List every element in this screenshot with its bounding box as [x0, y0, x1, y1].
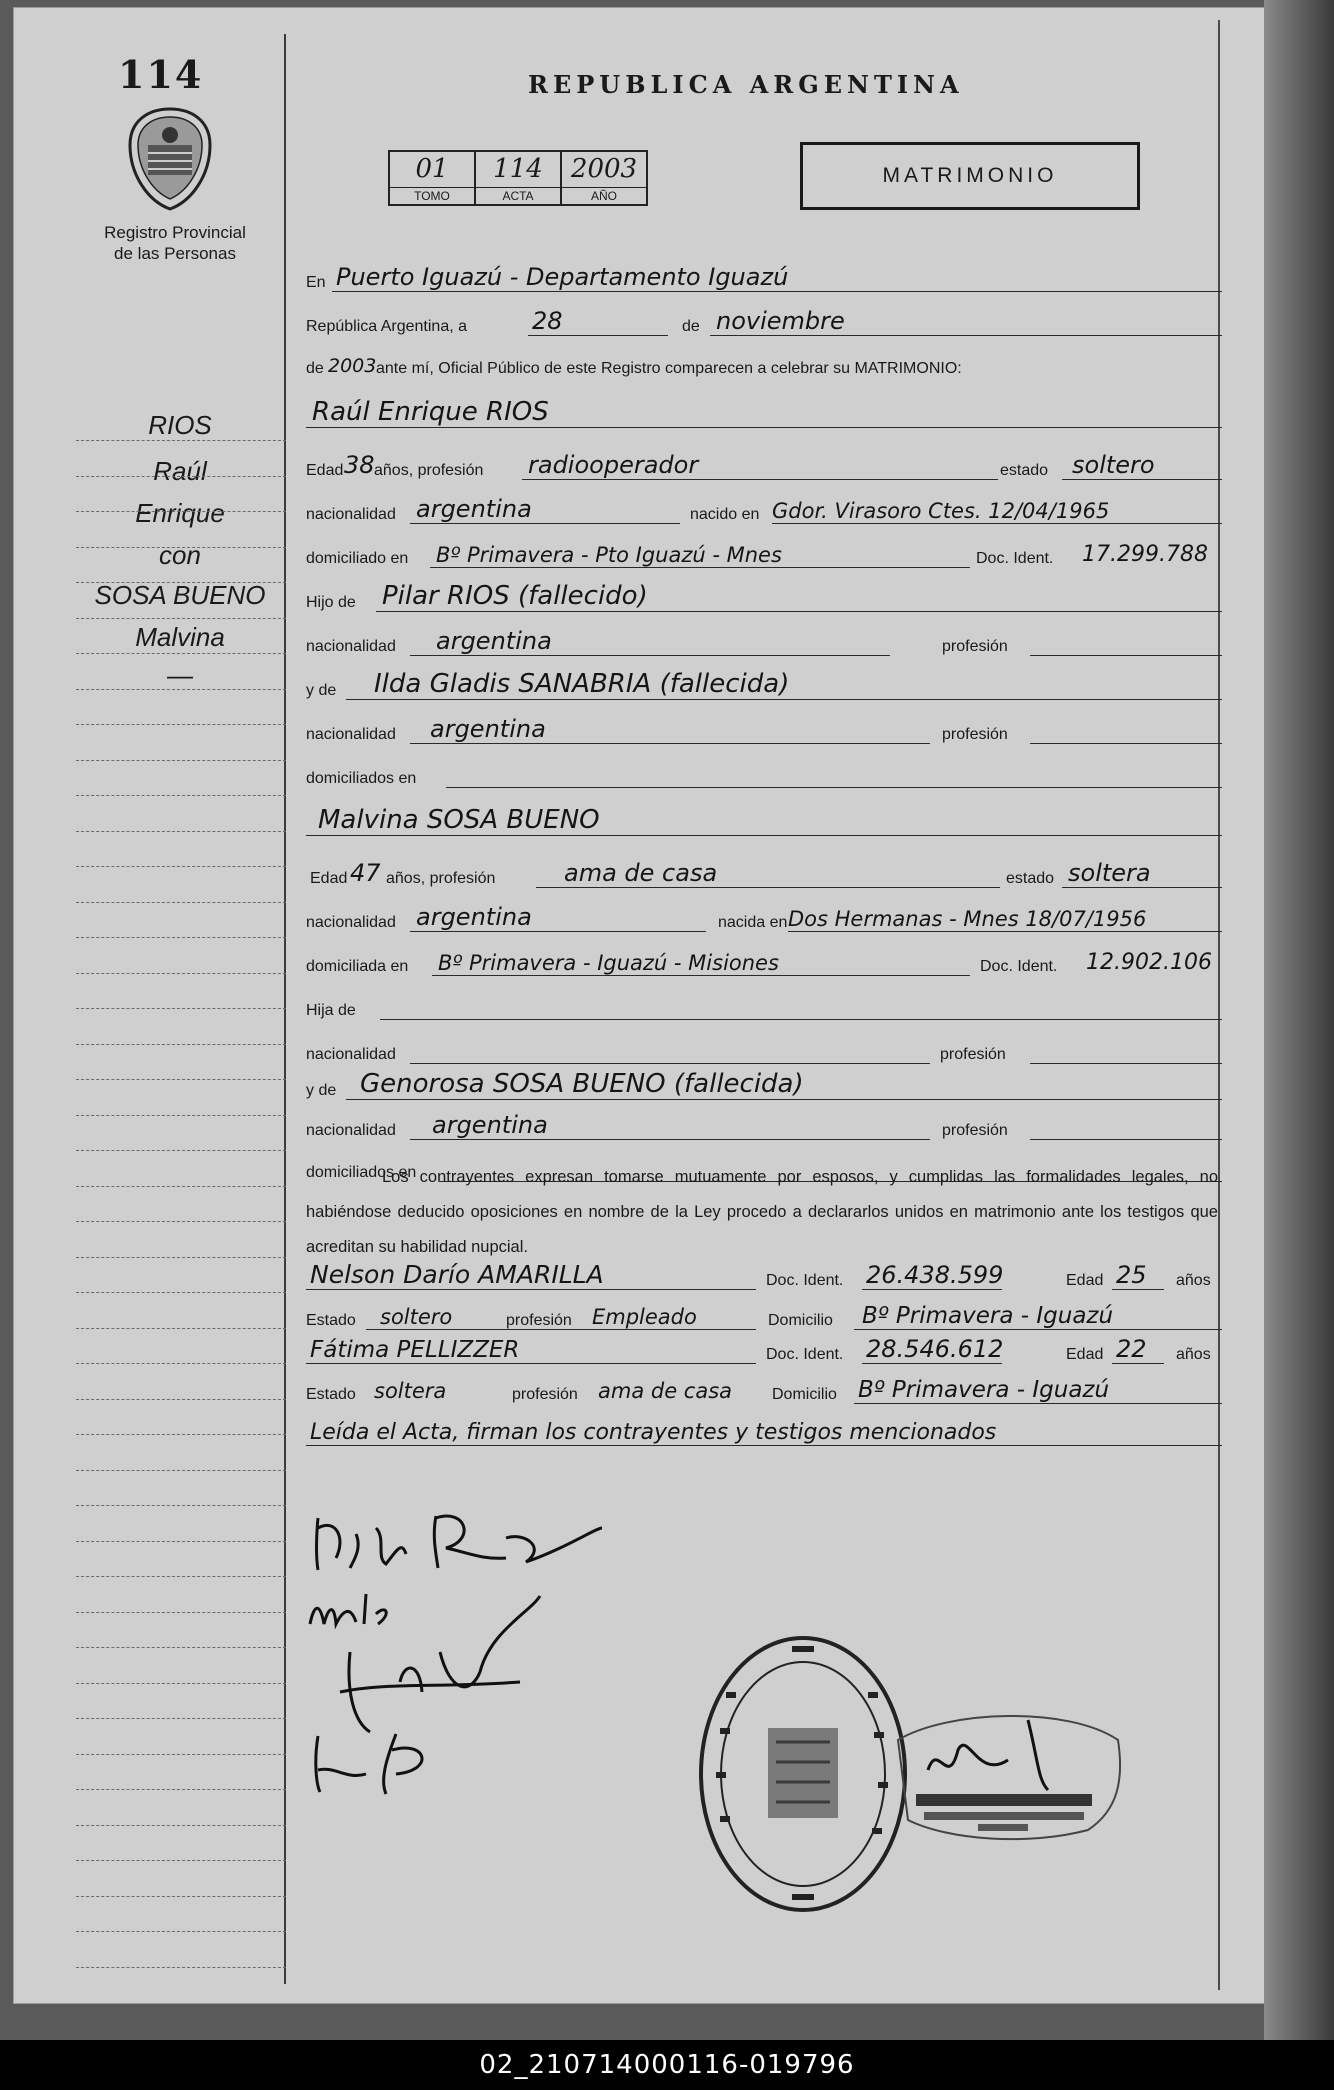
margin-ruled-line — [76, 1257, 286, 1258]
place-row — [306, 262, 1222, 296]
margin-ruled-line — [76, 1150, 286, 1151]
groom-father-nac-line — [410, 655, 890, 656]
groom-nationality: argentina — [416, 495, 532, 523]
witness2-doc: 28.546.612 — [866, 1335, 1004, 1363]
groom-father-prof-line — [1030, 655, 1222, 656]
witness1-estado-label: Estado — [306, 1312, 356, 1329]
margin-ruled-line — [76, 440, 286, 441]
bride-father-prof-line — [1030, 1063, 1222, 1064]
year-value: 2003 — [328, 355, 377, 377]
groom-anos-label: años, profesión — [374, 462, 484, 479]
groom-mother-row — [306, 670, 1222, 704]
bride-estado-label: estado — [1006, 870, 1055, 887]
day-value: 28 — [532, 307, 563, 335]
bride-mother-nac-row — [306, 1110, 1222, 1144]
margin-ruled-line — [76, 1434, 286, 1435]
place-line — [332, 291, 1222, 292]
bride-father-prof-label: profesión — [940, 1046, 1006, 1063]
witness1-anos-label: años — [1176, 1272, 1211, 1289]
de-label: de — [682, 318, 700, 335]
witness2-doc-label: Doc. Ident. — [766, 1346, 844, 1363]
ano-cell — [562, 152, 646, 204]
witness1-edad-label: Edad — [1066, 1272, 1104, 1289]
groom-doc-label: Doc. Ident. — [976, 550, 1054, 567]
bride-anos-label: años, profesión — [386, 870, 496, 887]
margin-ruled-line — [76, 1115, 286, 1116]
margin-ruled-line — [76, 1647, 286, 1648]
bride-mother-row — [306, 1070, 1222, 1104]
bride-domicile: Bº Primavera - Iguazú - Misiones — [438, 951, 779, 975]
witness1-age: 25 — [1116, 1261, 1147, 1289]
margin-ruled-line — [76, 1470, 286, 1471]
book-spine-shadow — [1264, 0, 1334, 2040]
witness1-dom-line — [854, 1329, 1222, 1330]
day-line — [528, 335, 668, 336]
margin-ruled-line — [76, 1328, 286, 1329]
book-reference-table — [388, 150, 648, 206]
groom-profession: radiooperador — [528, 451, 699, 479]
groom-hijo-label: Hijo de — [306, 594, 356, 611]
margin-ruled-line — [76, 1008, 286, 1009]
groom-dom-line — [430, 567, 970, 568]
groom-father-line — [376, 611, 1222, 612]
bride-birth: Dos Hermanas - Mnes 18/07/1956 — [788, 907, 1147, 931]
bride-profession: ama de casa — [564, 859, 718, 887]
groom-birth-line — [772, 523, 1222, 524]
witness1-name: Nelson Darío AMARILLA — [310, 1260, 604, 1289]
margin-ruled-line — [76, 1718, 286, 1719]
en-label: En — [306, 274, 326, 291]
official-seal-stamp — [696, 1632, 910, 1916]
groom-name: Raúl Enrique RIOS — [312, 397, 549, 427]
margin-ruled-line — [76, 902, 286, 903]
margin-ruled-line — [76, 973, 286, 974]
groom-mother-line — [346, 699, 1222, 700]
witness2-dom-label: Domicilio — [772, 1386, 837, 1403]
folio-number: 114 — [118, 52, 204, 97]
witness1-prof-label: profesión — [506, 1312, 572, 1329]
margin-ruled-line — [76, 1789, 286, 1790]
bride-nac-line — [410, 931, 706, 932]
bride-status: soltera — [1068, 859, 1151, 887]
groom-estado-label: estado — [1000, 462, 1049, 479]
witness2-doc-line — [862, 1363, 1002, 1364]
date-row — [306, 306, 1222, 340]
bride-nationality: argentina — [416, 903, 532, 931]
margin-note-line-7: — — [167, 660, 193, 690]
margin-ruled-line — [76, 547, 286, 548]
closing-text: Leída el Acta, firman los contrayentes y testigos mencionados — [310, 1420, 997, 1445]
year-prefix: de — [306, 360, 324, 377]
witness1-doc-line — [862, 1289, 1002, 1290]
bride-age: 47 — [350, 859, 381, 887]
acta-label: ACTA — [476, 187, 560, 204]
year-row — [306, 348, 1222, 382]
registry-line-1: Registro Provincial — [104, 223, 246, 242]
bride-profession-line — [536, 887, 1000, 888]
witness1-profession: Empleado — [592, 1305, 697, 1329]
witness2-status: soltera — [374, 1379, 447, 1403]
groom-mother-nac-label: nacionalidad — [306, 726, 396, 743]
witness1-domicile: Bº Primavera - Iguazú — [862, 1303, 1114, 1329]
witness2-name: Fátima PELLIZZER — [310, 1337, 520, 1363]
groom-domiciliados-label: domiciliados en — [306, 770, 417, 787]
witness2-age-line — [1112, 1363, 1164, 1364]
margin-ruled-line — [76, 511, 286, 512]
groom-mother-prof-line — [1030, 743, 1222, 744]
acta-cell — [476, 152, 562, 204]
margin-ruled-line — [76, 1612, 286, 1613]
margin-ruled-line — [76, 1896, 286, 1897]
margin-ruled-line — [76, 831, 286, 832]
margin-ruled-line — [76, 760, 286, 761]
registry-line-2: de las Personas — [114, 244, 236, 263]
witness1-doc: 26.438.599 — [866, 1261, 1004, 1289]
province-seal-icon — [122, 105, 218, 213]
bride-father-nac-row — [306, 1034, 1222, 1068]
bride-yde-label: y de — [306, 1082, 337, 1099]
margin-ruled-line — [76, 1292, 286, 1293]
groom-status: soltero — [1072, 451, 1155, 479]
month-value: noviembre — [716, 307, 845, 335]
margin-ruled-line — [76, 1931, 286, 1932]
witness1-info-line — [366, 1329, 756, 1330]
margin-ruled-line — [76, 1505, 286, 1506]
groom-father-prof-label: profesión — [942, 638, 1008, 655]
margin-ruled-line — [76, 866, 286, 867]
closing-row — [306, 1416, 1222, 1450]
groom-signature — [306, 1488, 606, 1578]
month-line — [710, 335, 1222, 336]
margin-rule — [284, 34, 286, 1984]
margin-ruled-line — [76, 1967, 286, 1968]
margin-ruled-line — [76, 1044, 286, 1045]
groom-yde-label: y de — [306, 682, 337, 699]
bride-father-row — [306, 990, 1222, 1024]
margin-ruled-line — [76, 653, 286, 654]
groom-father-row — [306, 582, 1222, 616]
bride-mother-nac-line — [410, 1139, 930, 1140]
bride-nac-label: nacionalidad — [306, 914, 396, 931]
witness1-info-row — [306, 1300, 1222, 1334]
country-title: REPUBLICA ARGENTINA — [528, 70, 964, 99]
groom-domicile: Bº Primavera - Pto Iguazú - Mnes — [436, 543, 782, 567]
margin-ruled-line — [76, 476, 286, 477]
groom-father-nac-label: nacionalidad — [306, 638, 396, 655]
margin-ruled-line — [76, 1825, 286, 1826]
tomo-cell — [390, 152, 476, 204]
margin-ruled-line — [76, 689, 286, 690]
bride-mother-prof-line — [1030, 1139, 1222, 1140]
margin-ruled-line — [76, 795, 286, 796]
registry-label — [70, 222, 280, 264]
groom-domiciliados-row — [306, 758, 1222, 792]
witness2-anos-label: años — [1176, 1346, 1211, 1363]
margin-ruled-line — [76, 1860, 286, 1861]
margin-ruled-line — [76, 1079, 286, 1080]
groom-mother-nationality: argentina — [430, 715, 546, 743]
groom-nac-label: nacionalidad — [306, 506, 396, 523]
groom-nac-line — [410, 523, 680, 524]
witness2-profession: ama de casa — [598, 1379, 733, 1403]
margin-ruled-line — [76, 1399, 286, 1400]
groom-age-row — [306, 450, 1222, 484]
groom-father-nac-row — [306, 626, 1222, 660]
margin-ruled-line — [76, 1186, 286, 1187]
groom-age: 38 — [344, 451, 375, 479]
groom-name-row — [306, 398, 1222, 432]
groom-mother-nac-row — [306, 714, 1222, 748]
margin-ruled-line — [76, 937, 286, 938]
bride-name-row — [306, 806, 1222, 840]
bride-status-line — [1062, 887, 1222, 888]
margin-ruled-line — [76, 1576, 286, 1577]
witness1-age-line — [1112, 1289, 1164, 1290]
margin-ruled-line — [76, 618, 286, 619]
bride-dom-line — [432, 975, 970, 976]
bride-birth-line — [788, 931, 1222, 932]
bride-mother: Genorosa SOSA BUENO (fallecida) — [360, 1069, 804, 1099]
groom-nacido-label: nacido en — [690, 506, 760, 523]
witness1-signature — [330, 1592, 570, 1742]
margin-ruled-line — [76, 1363, 286, 1364]
witness2-age: 22 — [1116, 1335, 1147, 1363]
groom-dom-row — [306, 538, 1222, 572]
record-type-box: MATRIMONIO — [800, 142, 1140, 210]
witness1-dom-label: Domicilio — [768, 1312, 833, 1329]
groom-edad-label: Edad — [306, 462, 344, 479]
groom-name-line — [306, 427, 1222, 428]
bride-mother-nac-label: nacionalidad — [306, 1122, 396, 1139]
witness1-name-line — [306, 1289, 756, 1290]
bride-nacida-label: nacida en — [718, 914, 788, 931]
groom-father: Pilar RIOS (fallecido) — [382, 581, 648, 611]
bride-domiciliados-label: domiciliados en — [306, 1164, 417, 1181]
bride-father-nac-line — [410, 1063, 930, 1064]
groom-birth: Gdor. Virasoro Ctes. 12/04/1965 — [772, 499, 1110, 523]
margin-ruled-line — [76, 724, 286, 725]
margin-ruled-line — [76, 1221, 286, 1222]
acta-value: 114 — [493, 154, 543, 184]
witness2-dom-line — [854, 1403, 1222, 1404]
groom-status-line — [1062, 479, 1222, 480]
margin-ruled-line — [76, 1754, 286, 1755]
witness2-domicile: Bº Primavera - Iguazú — [858, 1377, 1110, 1403]
groom-mother-prof-label: profesión — [942, 726, 1008, 743]
bride-doc: 12.902.106 — [1086, 950, 1212, 975]
margin-note-line-1: RIOS — [148, 410, 212, 440]
footer-bar — [0, 2040, 1334, 2090]
bride-mother-prof-label: profesión — [942, 1122, 1008, 1139]
bride-age-row — [306, 858, 1222, 892]
ante-text: ante mí, Oficial Público de este Registro comparecen a celebrar su MATRIMONIO: — [376, 360, 962, 377]
groom-mother-nac-line — [410, 743, 930, 744]
groom-doc: 17.299.788 — [1082, 542, 1208, 567]
witness2-edad-label: Edad — [1066, 1346, 1104, 1363]
tomo-label: TOMO — [390, 187, 474, 204]
bride-name-line — [306, 835, 1222, 836]
republica-label: República Argentina, a — [306, 318, 467, 335]
margin-note-line-5: SOSA BUENO — [94, 580, 266, 610]
groom-domiciliados-line — [446, 787, 1222, 788]
groom-dom-label: domiciliado en — [306, 550, 409, 567]
witness2-prof-label: profesión — [512, 1386, 578, 1403]
witness1-status: soltero — [380, 1305, 453, 1329]
bride-edad-label: Edad — [310, 870, 348, 887]
witness1-doc-label: Doc. Ident. — [766, 1272, 844, 1289]
closing-line — [306, 1445, 1222, 1446]
margin-note-line-6: Malvina — [135, 622, 225, 652]
margin-ruled-line — [76, 1683, 286, 1684]
place-value: Puerto Iguazú - Departamento Iguazú — [336, 263, 789, 291]
groom-father-nationality: argentina — [436, 627, 552, 655]
margin-ruled-line — [76, 582, 286, 583]
witness2-row — [306, 1334, 1222, 1368]
margin-ruled-line — [76, 1541, 286, 1542]
bride-name: Malvina SOSA BUENO — [318, 805, 600, 835]
bride-mother-nationality: argentina — [432, 1111, 548, 1139]
bride-father-nac-label: nacionalidad — [306, 1046, 396, 1063]
ano-label: AÑO — [562, 187, 646, 204]
declaration-text: Los contrayentes expresan tomarse mutuamente por esposos, y cumplidas las formalidades legales, no habiéndose deducido oposiciones en nombre de la Ley procedo a declararlos unidos en matrimonio ante los testigos que acreditan su habilidad nupcial. — [306, 1168, 1218, 1256]
margin-note-line-4: con — [159, 540, 201, 570]
ano-value: 2003 — [570, 154, 638, 184]
groom-nac-row — [306, 494, 1222, 528]
margin-note-line-3: Enrique — [135, 498, 225, 528]
witness1-row — [306, 1260, 1222, 1294]
witness2-name-line — [306, 1363, 756, 1364]
groom-profession-line — [522, 479, 998, 480]
tomo-value: 01 — [415, 154, 449, 184]
margin-note-line-2: Raúl — [153, 456, 207, 486]
bride-dom-label: domiciliada en — [306, 958, 409, 975]
bride-dom-row — [306, 946, 1222, 980]
bride-doc-label: Doc. Ident. — [980, 958, 1058, 975]
bride-nac-row — [306, 902, 1222, 936]
witness2-info-row — [306, 1374, 1222, 1408]
groom-mother: Ilda Gladis SANABRIA (fallecida) — [374, 669, 790, 699]
image-identifier: 02_210714000116-019796 — [479, 2050, 855, 2080]
officer-stamp — [888, 1700, 1128, 1850]
witness2-signature — [306, 1730, 466, 1800]
bride-hija-label: Hija de — [306, 1002, 356, 1019]
witness2-estado-label: Estado — [306, 1386, 356, 1403]
bride-mother-line — [346, 1099, 1222, 1100]
bride-father-line — [380, 1019, 1222, 1020]
